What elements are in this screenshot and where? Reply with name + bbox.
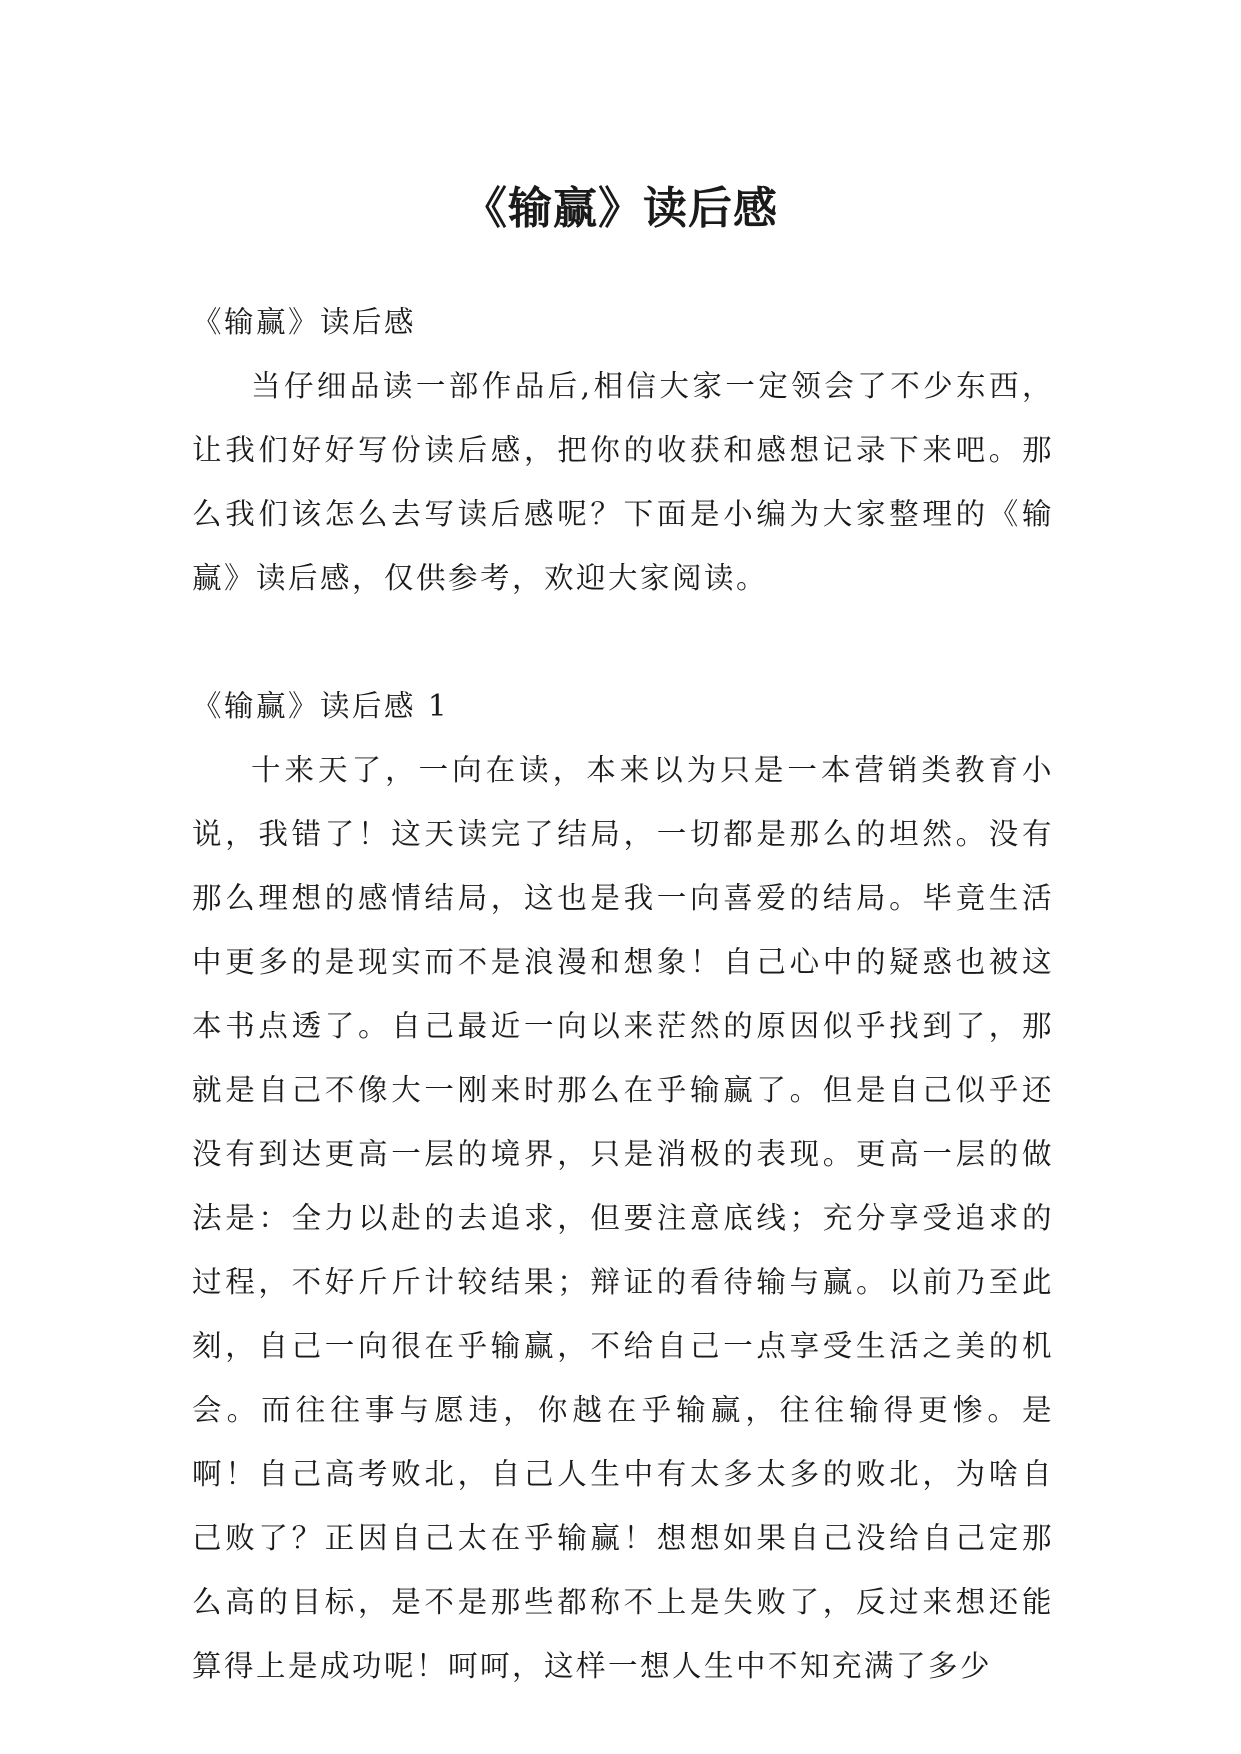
page-title: 《输赢》读后感: [463, 183, 778, 235]
document-body: [192, 290, 1054, 1698]
section-paragraph-1: 十来天了，一向在读，本来以为只是一本营销类教育小说，我错了！这天读完了结局，一切都是那么的坦然。没有那么理想的感情结局，这也是我一向喜爱的结局。毕竟生活中更多的是现实而不是浪漫和想象！自己心中的疑惑也被这本书点透了。自己最近一向以来茫然的原因似乎找到了，那就是自己不像大一刚来时那么在乎输赢了。但是自己似乎还没有到达更高一层的境界，只是消极的表现。更高一层的做法是：全力以赴的去追求，但要注意底线；充分享受追求的过程，不好斤斤计较结果；辩证的看待输与赢。以前乃至此刻，自己一向很在乎输赢，不给自己一点享受生活之美的机会。而往往事与愿违，你越在乎输赢，往往输得更惨。是啊！自己高考败北，自己人生中有太多太多的败北，为啥自己败了？正因自己太在乎输赢！想想如果自己没给自己定那么高的目标，是不是那些都称不上是失败了，反过来想还能算得上是成功呢！呵呵，这样一想人生中不知充满了多少: [192, 753, 1054, 1683]
paragraph-spacer: [192, 610, 1054, 674]
section-heading-1: 《输赢》读后感 1: [192, 689, 450, 723]
intro-paragraph: 当仔细品读一部作品后,相信大家一定领会了不少东西，让我们好好写份读后感，把你的收获和感想记录下来吧。那么我们该怎么去写读后感呢？下面是小编为大家整理的《输赢》读后感，仅供参考，欢迎大家阅读。: [192, 369, 1054, 595]
intro-heading: 《输赢》读后感: [192, 305, 417, 339]
